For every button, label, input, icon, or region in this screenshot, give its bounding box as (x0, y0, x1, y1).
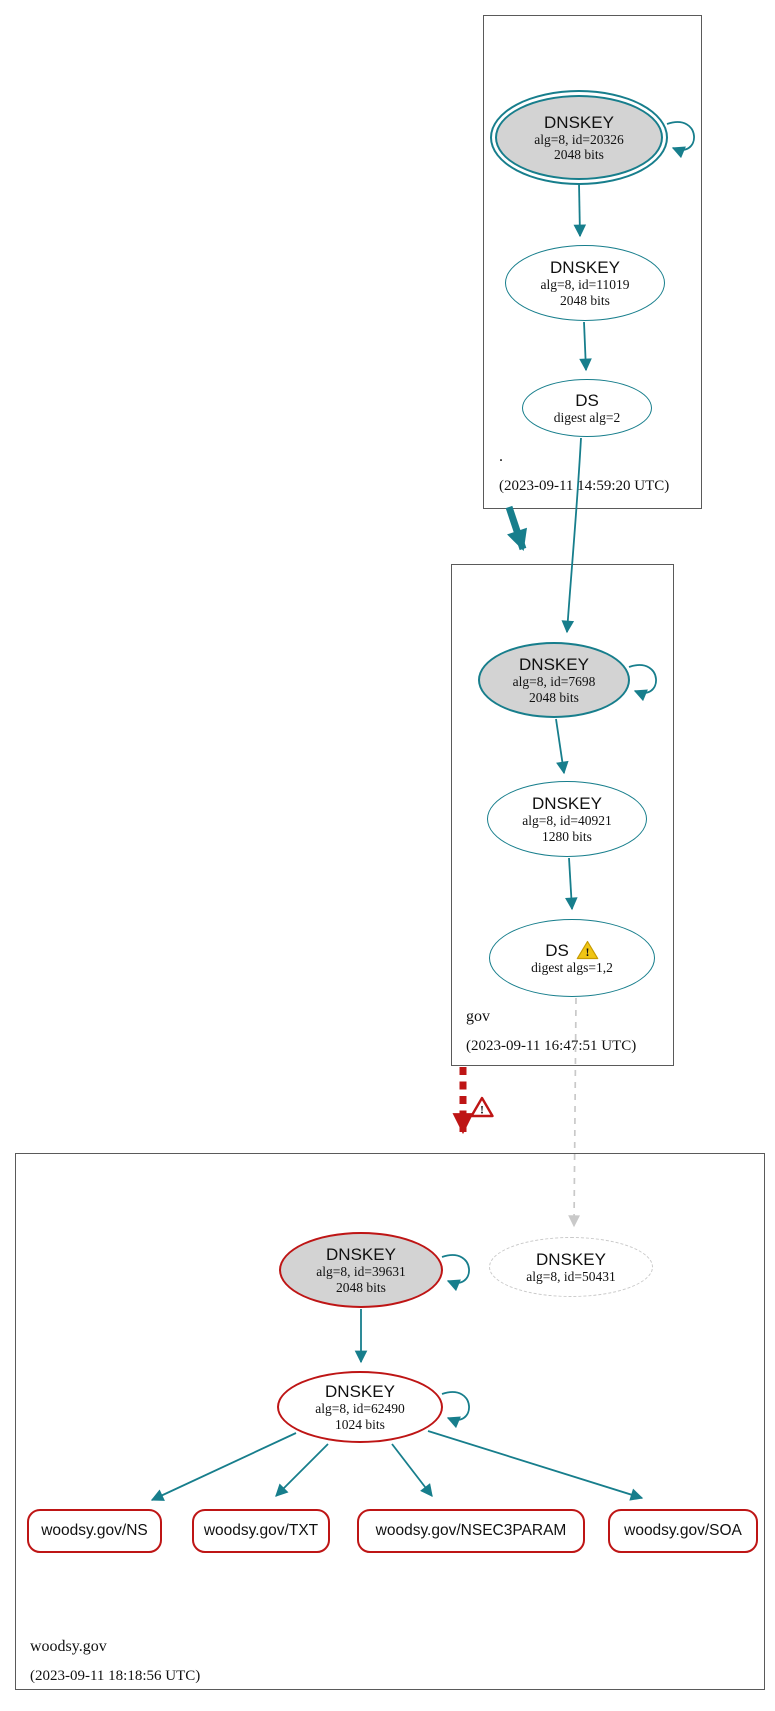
dnskey-title: DNSKEY (536, 1249, 606, 1269)
edge-delegation-root-gov (509, 507, 523, 549)
ds-node-gov (489, 919, 655, 997)
dnskey-node-gov-zsk-40921 (487, 781, 647, 857)
dnskey-alg-id: alg=8, id=62490 (315, 1401, 405, 1416)
dnskey-title: DNSKEY (325, 1382, 395, 1401)
zone-timestamp-gov: (2023-09-11 16:47:51 UTC) (466, 1038, 637, 1054)
dnskey-title: DNSKEY (544, 112, 614, 132)
dnskey-bits: 2048 bits (529, 689, 579, 705)
warning-icon (470, 1096, 494, 1123)
rrset-label: woodsy.gov/NS (41, 1522, 148, 1539)
zone-timestamp-woodsy: (2023-09-11 18:18:56 UTC) (30, 1668, 201, 1684)
dnskey-bits: 1024 bits (335, 1416, 385, 1432)
dnskey-bits: 2048 bits (336, 1279, 386, 1295)
dnskey-node-root-zsk-11019 (505, 245, 665, 321)
svg-text:!: ! (585, 945, 590, 960)
ds-title: DS (575, 390, 599, 410)
rrset-node-txt (192, 1509, 330, 1553)
dnskey-bits: 2048 bits (554, 147, 604, 162)
dnskey-node-gov-ksk-7698 (478, 642, 630, 718)
dnskey-node-woodsy-zsk-62490 (277, 1371, 443, 1443)
dnskey-alg-id: alg=8, id=40921 (522, 813, 612, 828)
dnskey-bits: 1280 bits (542, 828, 592, 844)
dnskey-node-root-ksk-20326 (495, 95, 663, 180)
zone-timestamp-root: (2023-09-11 14:59:20 UTC) (499, 478, 670, 494)
ds-node-root (522, 379, 652, 437)
dnskey-title: DNSKEY (532, 794, 602, 813)
ds-digest: digest alg=2 (553, 409, 621, 425)
rrset-label: woodsy.gov/NSEC3PARAM (375, 1522, 567, 1539)
dnskey-bits: 2048 bits (560, 292, 610, 308)
rrset-node-ns (27, 1509, 162, 1553)
ds-digest: digest algs=1,2 (531, 960, 613, 976)
dnskey-alg-id: alg=8, id=39631 (316, 1264, 406, 1279)
dnskey-node-woodsy-missing-50431 (489, 1237, 653, 1297)
dnskey-title: DNSKEY (326, 1245, 396, 1264)
dnskey-alg-id: alg=8, id=11019 (540, 277, 630, 292)
rrset-label: woodsy.gov/TXT (203, 1522, 319, 1539)
dnskey-alg-id: alg=8, id=50431 (526, 1268, 616, 1284)
rrset-label: woodsy.gov/SOA (624, 1522, 742, 1539)
zone-name-gov: gov (466, 1008, 490, 1025)
rrset-node-nsec3param (357, 1509, 585, 1553)
dnskey-title: DNSKEY (519, 655, 589, 674)
warning-icon (576, 940, 599, 960)
dnskey-node-woodsy-ksk-39631 (279, 1232, 443, 1308)
zone-name-root: . (499, 448, 503, 465)
dnskey-alg-id: alg=8, id=20326 (534, 131, 624, 147)
rrset-node-soa (608, 1509, 758, 1553)
dnskey-alg-id: alg=8, id=7698 (512, 674, 596, 689)
zone-name-woodsy: woodsy.gov (30, 1638, 107, 1655)
svg-text:!: ! (480, 1102, 484, 1117)
dnskey-title: DNSKEY (550, 258, 620, 277)
ds-title: DS (545, 940, 569, 960)
